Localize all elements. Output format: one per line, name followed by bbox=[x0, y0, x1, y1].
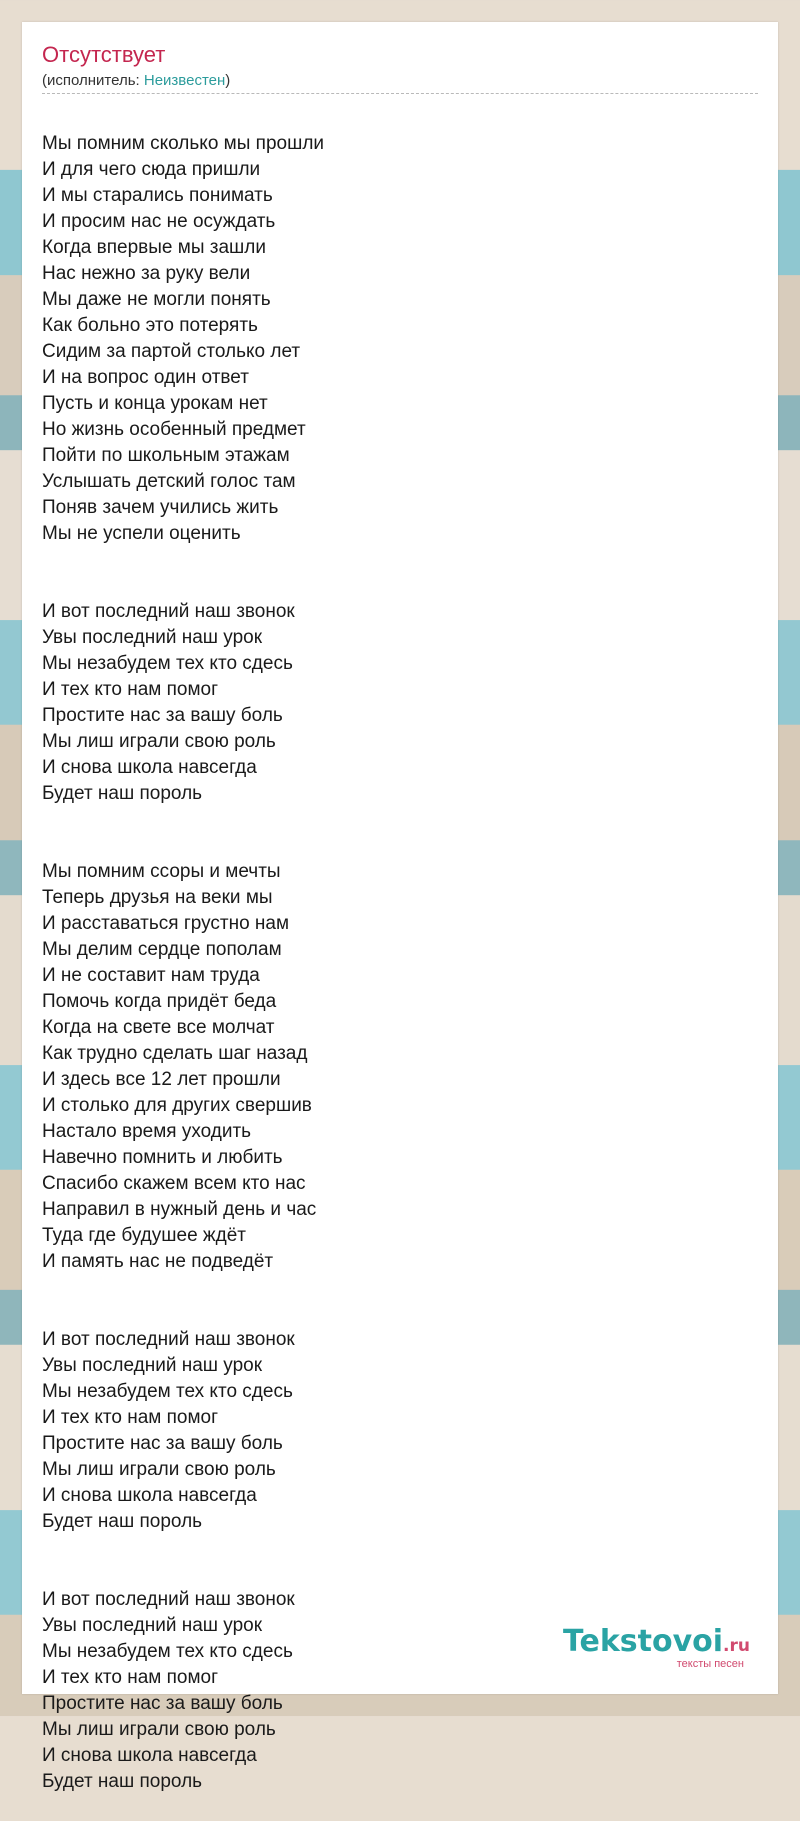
song-title: Отсутствует bbox=[42, 42, 166, 67]
logo-wordmark bbox=[563, 1626, 750, 1662]
lyrics-stanza-2: И вот последний наш звонок Увы последний наш урок Мы незабудем тех кто сдесь И тех кто нам помог Простите нас за вашу боль Мы лиш играли свою роль И снова школа навсегда Будет наш пороль bbox=[42, 601, 295, 804]
lyrics-stanza-5: И вот последний наш звонок Увы последний наш урок Мы незабудем тех кто сдесь И тех кто нам помог Простите нас за вашу боль Мы лиш играли свою роль И снова школа навсегда Будет наш пороль bbox=[42, 1589, 295, 1792]
artist-prefix: (исполнитель: bbox=[42, 72, 144, 89]
artist-suffix: ) bbox=[225, 72, 231, 89]
artist-link[interactable]: Неизвестен bbox=[143, 72, 226, 89]
lyrics-stanza-1: Мы помним сколько мы прошли И для чего сюда пришли И мы старались понимать И просим нас не осуждать Когда впервые мы зашли Нас нежно за руку вели Мы даже не могли понять Как больно это потерять Сидим за партой столько лет И на вопрос один ответ Пусть и конца урокам нет Но жизнь особенный предмет Пойти по школьным этажам Услышать детский голос там Поняв зачем учились жить Мы не успели оценить bbox=[42, 133, 325, 544]
lyrics-stanza-3: Мы помним ссоры и мечты Теперь друзья на веки мы И расставаться грустно нам Мы делим сердце пополам И не составит нам труда Помочь когда придёт беда Когда на свете все молчат Как трудно сделать шаг назад И здесь все 12 лет прошли И столько для других свершив Настало время уходить Навечно помнить и любить Спасибо скажем всем кто нас Направил в нужный день и час Туда где будушее ждёт И память нас не подведёт bbox=[42, 861, 317, 1272]
lyrics-text bbox=[42, 105, 324, 1821]
logo-tagline: тексты песен bbox=[676, 1658, 744, 1670]
artist-line bbox=[42, 72, 758, 94]
lyrics-page bbox=[22, 22, 778, 1792]
logo-tld: .ru bbox=[723, 1636, 750, 1656]
logo-main-text: Tekstovoi bbox=[563, 1624, 724, 1659]
site-logo[interactable] bbox=[563, 1626, 750, 1670]
lyrics-stanza-4: И вот последний наш звонок Увы последний наш урок Мы незабудем тех кто сдесь И тех кто нам помог Простите нас за вашу боль Мы лиш играли свою роль И снова школа навсегда Будет наш пороль bbox=[42, 1329, 295, 1532]
